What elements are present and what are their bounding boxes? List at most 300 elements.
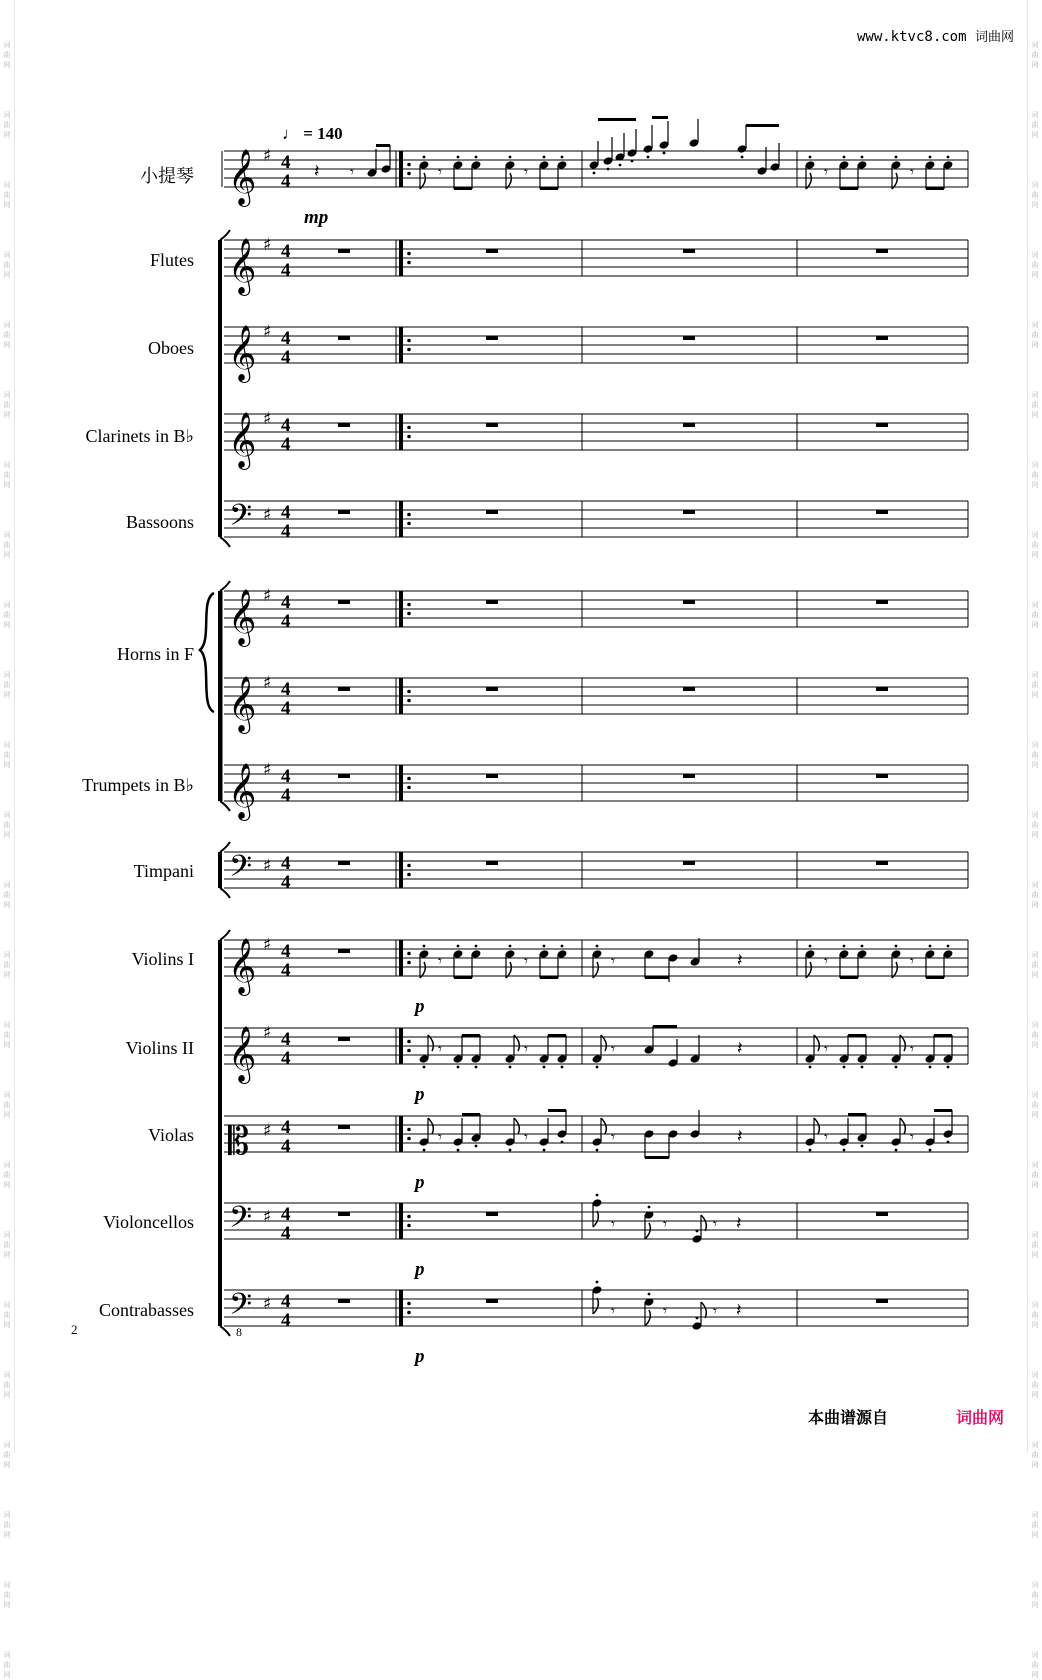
repeat-thick-bar (399, 1203, 403, 1239)
instrument-label: Trumpets in B♭ (82, 775, 194, 795)
staccato-dot (561, 156, 564, 159)
staccato-dot (648, 1206, 651, 1209)
note-beam (540, 187, 558, 190)
time-signature-top: 4 (281, 766, 291, 787)
whole-rest (683, 861, 695, 865)
staccato-dot (895, 1066, 898, 1069)
staccato-dot (843, 1066, 846, 1069)
time-signature-top: 4 (281, 1117, 291, 1138)
eighth-rest: 𝄾 (663, 1302, 667, 1320)
sharp-icon: ♯ (263, 1121, 272, 1141)
note-beam (840, 187, 858, 190)
instrument-label: Bassoons (125, 512, 194, 532)
whole-rest (338, 774, 350, 778)
footer-site-link[interactable]: 词曲网 (956, 1408, 1005, 1427)
repeat-thick-bar (399, 1290, 403, 1326)
staccato-dot (647, 156, 650, 159)
repeat-dot (407, 603, 411, 607)
note-beam (454, 187, 472, 190)
whole-rest (338, 600, 350, 604)
note-beam (848, 1113, 866, 1116)
instrument-label: Clarinets in B♭ (85, 426, 194, 446)
time-signature-top: 4 (281, 415, 291, 436)
time-signature-top: 4 (281, 1204, 291, 1225)
repeat-dot (407, 513, 411, 517)
whole-rest (683, 600, 695, 604)
whole-rest (683, 687, 695, 691)
eighth-rest: 𝄾 (824, 1040, 828, 1058)
dynamic-marking: p (415, 1346, 425, 1367)
staccato-dot (895, 156, 898, 159)
repeat-dot (407, 786, 411, 790)
staccato-dot (509, 1066, 512, 1069)
treble-clef-icon: 𝄞 (228, 763, 257, 819)
sharp-icon: ♯ (263, 409, 272, 429)
treble-clef-icon: 𝄞 (228, 238, 257, 294)
horns-brace (200, 593, 214, 712)
note-beam (598, 118, 636, 121)
staccato-dot (696, 1230, 699, 1233)
sharp-icon: ♯ (263, 1207, 272, 1227)
whole-rest (683, 423, 695, 427)
note-beam (934, 1109, 952, 1112)
treble-clef-icon: 𝄞 (228, 1026, 257, 1082)
whole-rest (486, 861, 498, 865)
staccato-dot (861, 1145, 864, 1148)
whole-rest (486, 1212, 498, 1216)
time-signature-bottom: 4 (281, 1310, 291, 1331)
eighth-rest: 𝄾 (824, 1128, 828, 1146)
instrument-label: Violoncellos (103, 1212, 194, 1232)
dynamic-marking: p (415, 1259, 425, 1280)
repeat-thick-bar (399, 765, 403, 801)
staccato-dot (741, 156, 744, 159)
staccato-dot (423, 1066, 426, 1069)
staccato-dot (843, 1149, 846, 1152)
eighth-rest: 𝄾 (438, 1128, 442, 1146)
whole-rest (486, 600, 498, 604)
staccato-dot (475, 1145, 478, 1148)
whole-rest (486, 774, 498, 778)
repeat-dot (407, 261, 411, 265)
repeat-dot (407, 172, 411, 176)
repeat-dot (407, 348, 411, 352)
whole-rest (338, 1037, 350, 1041)
staccato-dot (596, 1149, 599, 1152)
repeat-thick-bar (399, 327, 403, 363)
staccato-dot (809, 156, 812, 159)
staccato-dot (861, 156, 864, 159)
repeat-dot (407, 952, 411, 956)
time-signature-top: 4 (281, 241, 291, 262)
note-flag (701, 1302, 706, 1318)
time-signature-top: 4 (281, 1291, 291, 1312)
note-beam (840, 976, 858, 979)
note-beam (746, 124, 779, 127)
repeat-dot (407, 699, 411, 703)
note-flag (814, 1118, 819, 1134)
staccato-dot (947, 1066, 950, 1069)
eighth-rest: 𝄾 (611, 1128, 615, 1146)
eighth-rest: 𝄾 (713, 1302, 717, 1320)
staccato-dot (509, 156, 512, 159)
note-beam (926, 187, 944, 190)
whole-rest (338, 423, 350, 427)
eighth-rest: 𝄾 (824, 952, 828, 970)
time-signature-bottom: 4 (281, 521, 291, 542)
whole-rest (876, 336, 888, 340)
eighth-rest: 𝄾 (524, 952, 528, 970)
treble-clef-icon: 𝄞 (228, 589, 257, 645)
treble-clef-icon: 𝄞 (228, 325, 257, 381)
staccato-dot (619, 164, 622, 167)
staccato-dot (423, 945, 426, 948)
staccato-dot (475, 945, 478, 948)
staccato-dot (648, 1293, 651, 1296)
eighth-rest: 𝄾 (438, 163, 442, 181)
staccato-dot (561, 1141, 564, 1144)
group-bracket (218, 940, 222, 1326)
staccato-dot (809, 945, 812, 948)
staccato-dot (596, 1194, 599, 1197)
staccato-dot (809, 1066, 812, 1069)
time-signature-top: 4 (281, 679, 291, 700)
source-name: 词曲网 (974, 30, 1014, 45)
staccato-dot (561, 945, 564, 948)
note-beam (652, 116, 668, 119)
bass-clef-icon: 𝄢 (229, 499, 253, 540)
note-beam (462, 1034, 480, 1037)
staccato-dot (596, 1281, 599, 1284)
staccato-dot (947, 1141, 950, 1144)
repeat-thick-bar (399, 940, 403, 976)
staccato-dot (596, 1066, 599, 1069)
note-beam (653, 1025, 677, 1028)
repeat-dot (407, 522, 411, 526)
sharp-icon: ♯ (263, 146, 272, 166)
watermark-left: 词 曲 网 词 曲 网 词 曲 网 词 曲 网 词 曲 网 词 曲 网 词 曲 网 词 曲 网 词 曲 网 词 曲 网 词 曲 网 词 曲 网 词 曲 网 词 曲 网 词 曲 网 词 曲 网 词 曲 网 词 曲 网 词 曲 网 词 曲 网 词 曲 网 词 曲 网 词 曲 网 词 曲 网 (0, 0, 15, 1453)
repeat-dot (407, 873, 411, 877)
staccato-dot (543, 156, 546, 159)
time-signature-bottom: 4 (281, 434, 291, 455)
treble-clef-icon: 𝄞 (228, 412, 257, 468)
whole-rest (338, 1299, 350, 1303)
repeat-dot (407, 163, 411, 167)
sharp-icon: ♯ (263, 322, 272, 342)
treble-clef-icon: 𝄞 (228, 149, 257, 205)
dynamic-marking: p (415, 1172, 425, 1193)
instrument-label: Timpani (133, 861, 194, 881)
staccato-dot (809, 1149, 812, 1152)
note-beam (934, 1034, 952, 1037)
whole-rest (876, 774, 888, 778)
staccato-dot (596, 945, 599, 948)
whole-rest (338, 1212, 350, 1216)
whole-rest (683, 336, 695, 340)
treble-clef-icon: 𝄞 (228, 938, 257, 994)
bass-clef-icon: 𝄢 (229, 850, 253, 891)
staccato-dot (929, 156, 932, 159)
sharp-icon: ♯ (263, 586, 272, 606)
quarter-rest: 𝄽 (737, 1126, 743, 1147)
time-signature-top: 4 (281, 152, 291, 173)
time-signature-bottom: 4 (281, 347, 291, 368)
staccato-dot (509, 1149, 512, 1152)
repeat-thick-bar (399, 151, 403, 187)
whole-rest (876, 423, 888, 427)
sharp-icon: ♯ (263, 235, 272, 255)
repeat-thick-bar (399, 501, 403, 537)
repeat-dot (407, 435, 411, 439)
repeat-dot (407, 339, 411, 343)
instrument-label: Horns in F (116, 644, 194, 664)
staccato-dot (593, 172, 596, 175)
repeat-thick-bar (399, 591, 403, 627)
repeat-thick-bar (399, 1028, 403, 1064)
note-flag (701, 1215, 706, 1231)
whole-rest (486, 249, 498, 253)
whole-rest (486, 1299, 498, 1303)
whole-rest (486, 510, 498, 514)
note-beam (540, 976, 558, 979)
group-bracket (218, 240, 222, 537)
time-signature-top: 4 (281, 328, 291, 349)
sharp-icon: ♯ (263, 856, 272, 876)
time-signature-bottom: 4 (281, 872, 291, 893)
instrument-label: 小提琴 (140, 166, 194, 186)
note-beam (454, 976, 472, 979)
whole-rest (486, 687, 498, 691)
bass-clef-icon: 𝄢 (229, 1288, 253, 1329)
staccato-dot (696, 1317, 699, 1320)
treble-clef-icon: 𝄞 (228, 676, 257, 732)
note-flag (645, 1310, 650, 1326)
eighth-rest: 𝄾 (524, 1128, 528, 1146)
staccato-dot (895, 945, 898, 948)
staccato-dot (929, 945, 932, 948)
staccato-dot (475, 156, 478, 159)
sharp-icon: ♯ (263, 760, 272, 780)
staccato-dot (543, 1066, 546, 1069)
eighth-rest: 𝄾 (524, 163, 528, 181)
dynamic-marking: p (415, 996, 425, 1017)
whole-rest (876, 1212, 888, 1216)
page-number: 2 (71, 1322, 78, 1337)
staccato-dot (895, 1149, 898, 1152)
staccato-dot (457, 945, 460, 948)
eighth-rest: 𝄾 (611, 1302, 615, 1320)
staccato-dot (423, 1149, 426, 1152)
instrument-label: Violins II (125, 1038, 194, 1058)
watermark-right: 词 曲 网 词 曲 网 词 曲 网 词 曲 网 词 曲 网 词 曲 网 词 曲 网 词 曲 网 词 曲 网 词 曲 网 词 曲 网 词 曲 网 词 曲 网 词 曲 网 词 曲 网 词 曲 网 词 曲 网 词 曲 网 词 曲 网 词 曲 网 词 曲 网 词 曲 网 词 曲 网 词 曲 网 (1027, 0, 1042, 1453)
whole-rest (338, 336, 350, 340)
staccato-dot (663, 152, 666, 155)
time-signature-bottom: 4 (281, 698, 291, 719)
eighth-rest: 𝄾 (910, 1128, 914, 1146)
source-url[interactable]: www.ktvc8.com (856, 29, 967, 45)
footer-source-text: 本曲谱源自 (808, 1408, 889, 1427)
note-beam (548, 1109, 566, 1112)
note-beam (462, 1113, 480, 1116)
time-signature-bottom: 4 (281, 1136, 291, 1157)
dynamic-marking: p (415, 1084, 425, 1105)
whole-rest (338, 861, 350, 865)
whole-rest (683, 510, 695, 514)
time-signature-top: 4 (281, 502, 291, 523)
sharp-icon: ♯ (263, 505, 272, 525)
staccato-dot (607, 168, 610, 171)
staccato-dot (509, 945, 512, 948)
time-signature-bottom: 4 (281, 1223, 291, 1244)
sharp-icon: ♯ (263, 1294, 272, 1314)
repeat-dot (407, 864, 411, 868)
repeat-dot (407, 1302, 411, 1306)
sharp-icon: ♯ (263, 1023, 272, 1043)
sharp-icon: ♯ (263, 935, 272, 955)
time-signature-bottom: 4 (281, 785, 291, 806)
staccato-dot (475, 1066, 478, 1069)
repeat-dot (407, 1049, 411, 1053)
note-beam (926, 976, 944, 979)
eighth-rest: 𝄾 (713, 1215, 717, 1233)
eighth-rest: 𝄾 (611, 1040, 615, 1058)
eighth-rest: 𝄾 (611, 952, 615, 970)
staccato-dot (457, 156, 460, 159)
repeat-thick-bar (399, 852, 403, 888)
whole-rest (338, 510, 350, 514)
staccato-dot (423, 156, 426, 159)
quarter-rest: 𝄽 (737, 950, 743, 971)
whole-rest (876, 1299, 888, 1303)
alto-clef-icon: 𝄡 (228, 1119, 250, 1163)
note-flag (900, 1118, 905, 1134)
quarter-rest: 𝄽 (736, 1213, 742, 1234)
note-beam (645, 1156, 669, 1159)
staccato-dot (843, 945, 846, 948)
repeat-dot (407, 961, 411, 965)
time-signature-bottom: 4 (281, 1048, 291, 1069)
whole-rest (338, 249, 350, 253)
eighth-rest: 𝄾 (438, 952, 442, 970)
eighth-rest: 𝄾 (910, 1040, 914, 1058)
repeat-dot (407, 426, 411, 430)
repeat-dot (407, 1128, 411, 1132)
eighth-rest: 𝄾 (824, 163, 828, 181)
note-flag (593, 1211, 598, 1227)
bass-clef-icon: 𝄢 (229, 1201, 253, 1242)
time-signature-top: 4 (281, 853, 291, 874)
whole-rest (876, 687, 888, 691)
instrument-label: Violas (148, 1125, 194, 1145)
whole-rest (876, 510, 888, 514)
repeat-dot (407, 1040, 411, 1044)
sharp-icon: ♯ (263, 673, 272, 693)
staccato-dot (543, 1149, 546, 1152)
staccato-dot (543, 945, 546, 948)
staccato-dot (947, 156, 950, 159)
whole-rest (338, 687, 350, 691)
whole-rest (876, 861, 888, 865)
whole-rest (486, 423, 498, 427)
whole-rest (683, 249, 695, 253)
staccato-dot (861, 1066, 864, 1069)
eighth-rest: 𝄾 (663, 1215, 667, 1233)
whole-rest (683, 774, 695, 778)
group-bracket (218, 591, 222, 801)
instrument-label: Flutes (149, 250, 194, 270)
whole-rest (876, 600, 888, 604)
note-flag (428, 1118, 433, 1134)
quarter-rest: 𝄽 (736, 1300, 742, 1321)
repeat-thick-bar (399, 678, 403, 714)
eighth-rest: 𝄾 (524, 1040, 528, 1058)
time-signature-bottom: 4 (281, 611, 291, 632)
quarter-rest: 𝄽 (737, 1038, 743, 1059)
repeat-dot (407, 1224, 411, 1228)
eighth-rest: 𝄾 (438, 1040, 442, 1058)
tempo-marking: ♩ = 140 (282, 124, 343, 143)
staccato-dot (457, 1149, 460, 1152)
group-bracket (218, 852, 222, 888)
note-beam (548, 1034, 566, 1037)
note-flag (645, 1223, 650, 1239)
staccato-dot (929, 1066, 932, 1069)
staccato-dot (457, 1066, 460, 1069)
whole-rest (486, 336, 498, 340)
note-flag (593, 1298, 598, 1314)
instrument-label: Oboes (148, 338, 194, 358)
repeat-dot (407, 252, 411, 256)
instrument-label: Contrabasses (99, 1300, 194, 1320)
repeat-dot (407, 1137, 411, 1141)
whole-rest (338, 1125, 350, 1129)
eighth-rest: 𝄾 (910, 952, 914, 970)
note-flag (514, 1118, 519, 1134)
staccato-dot (929, 1149, 932, 1152)
instrument-label: Violins I (131, 949, 194, 969)
time-signature-bottom: 4 (281, 960, 291, 981)
note-beam (376, 144, 390, 147)
repeat-dot (407, 1311, 411, 1315)
staccato-dot (631, 160, 634, 163)
note-beam (848, 1034, 866, 1037)
dynamic-marking: mp (304, 207, 329, 228)
time-signature-top: 4 (281, 941, 291, 962)
staccato-dot (861, 945, 864, 948)
repeat-thick-bar (399, 414, 403, 450)
time-signature-bottom: 4 (281, 171, 291, 192)
repeat-thick-bar (399, 240, 403, 276)
repeat-thick-bar (399, 1116, 403, 1152)
eighth-rest: 𝄾 (611, 1215, 615, 1233)
staccato-dot (947, 945, 950, 948)
quarter-rest: 𝄽 (314, 161, 320, 182)
repeat-dot (407, 612, 411, 616)
note-beam (645, 976, 669, 979)
note-flag (601, 1118, 606, 1134)
whole-rest (338, 949, 350, 953)
staccato-dot (561, 1066, 564, 1069)
time-signature-bottom: 4 (281, 260, 291, 281)
staccato-dot (843, 156, 846, 159)
repeat-dot (407, 690, 411, 694)
measure-number: 8 (236, 1325, 242, 1339)
repeat-dot (407, 1215, 411, 1219)
time-signature-top: 4 (281, 1029, 291, 1050)
eighth-rest: 𝄾 (350, 163, 354, 181)
repeat-dot (407, 777, 411, 781)
eighth-rest: 𝄾 (910, 163, 914, 181)
